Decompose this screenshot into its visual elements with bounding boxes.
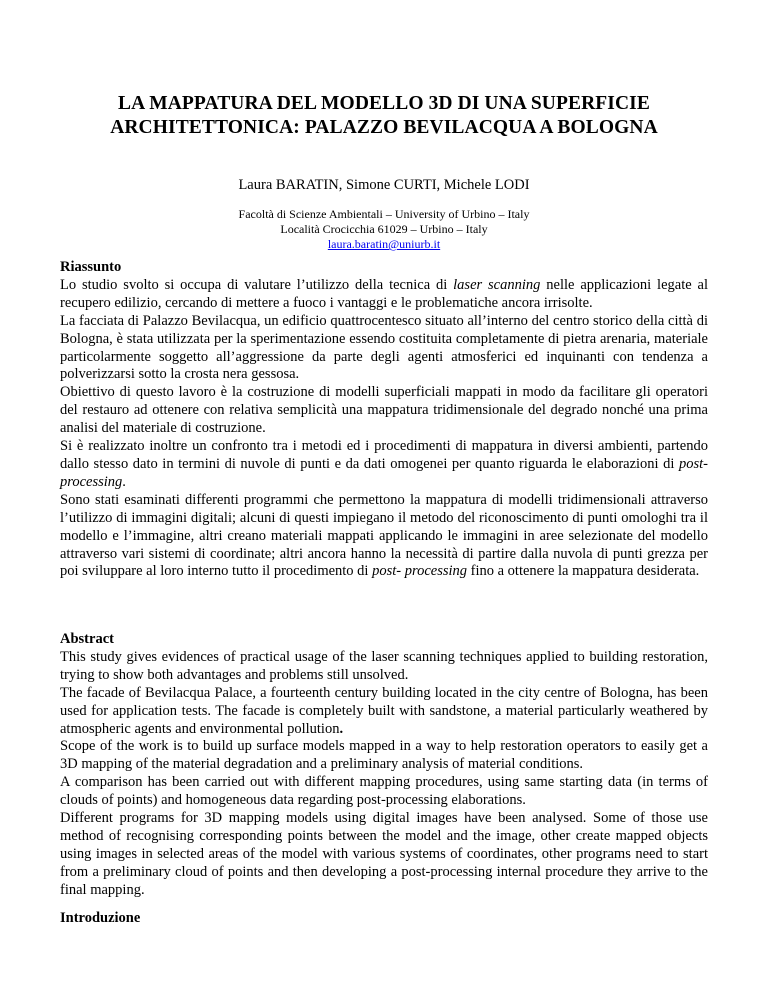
riassunto-section (60, 259, 708, 581)
affiliation-line-2: Località Crocicchia 61029 – Urbino – Italy (280, 222, 488, 236)
riassunto-paragraph-3: Obiettivo di questo lavoro è la costruzione di modelli superficiali mappati in modo da facilitare gli operatori del restauro ad ottenere con relativa semplicità una mappatura tridimensionale del degrado nonché una prima analisi del materiale di costruzione. (60, 384, 708, 437)
abstract-paragraph-1: This study gives evidences of practical usage of the laser scanning techniques applied to building restoration, trying to show both advantages and problems still unsolved. (60, 648, 708, 683)
abstract-heading: Abstract (60, 631, 114, 647)
paper-title (60, 92, 708, 140)
riassunto-paragraph-4: Si è realizzato inoltre un confronto tra i metodi ed i procedimenti di mappatura in diversi ambienti, partendo dallo stesso dato in termini di nuvole di punti e da dati omogenei per quanto riguarda le elaborazioni di post- processing. (60, 438, 708, 490)
riassunto-heading: Riassunto (60, 259, 122, 275)
title-line-1: LA MAPPATURA DEL MODELLO 3D DI UNA SUPERFICIE (118, 93, 650, 114)
abstract-paragraph-5: Different programs for 3D mapping models using digital images have been analysed. Some of those use method of recognising corresponding points between the model and the image, other create mapped objects using images in selected areas of the model with various systems of coordinates, other programs need to start from a preliminary cloud of points and then developing a post-processing internal procedure they arrive to the final mapping. (60, 810, 708, 898)
abstract-paragraph-4: A comparison has been carried out with different mapping procedures, using same starting data (in terms of clouds of points) and homogeneous data regarding post-processing elaborations. (60, 774, 708, 809)
abstract-paragraph-2: The facade of Bevilacqua Palace, a fourteenth century building located in the city centre of Bologna, has been used for application tests. The facade is completely built with sandstone, a material particularly weathered by atmospheric agents and environmental pollution. (60, 684, 708, 737)
title-line-2: ARCHITETTONICA: PALAZZO BEVILACQUA A BOLOGNA (110, 117, 658, 138)
abstract-paragraph-3: Scope of the work is to build up surface models mapped in a way to help restoration operators to easily get a 3D mapping of the material degradation and a preliminary analysis of material conditions. (60, 738, 708, 773)
riassunto-paragraph-5: Sono stati esaminati differenti programmi che permettono la mappatura di modelli tridimensionali attraverso l’utilizzo di immagini digitali; alcuni di questi impiegano il metodo del riconoscimento di punti omologhi tra il modello e l’immagine, altri creano materiali mappati applicando le immagini in aree selezionate del modello attraverso vari sistemi di coordinate; altri ancora hanno la necessità di partire dalla nuvola di punti grezza per poi sviluppare al loro interno tutto il procedimento di post- processing fino a ottenere la mappatura desiderata. (60, 491, 708, 580)
author-list: Laura BARATIN, Simone CURTI, Michele LODI (238, 177, 530, 193)
affiliation (0, 207, 768, 252)
riassunto-paragraph-1: Lo studio svolto si occupa di valutare l’utilizzo della tecnica di laser scanning nelle applicazioni legate al recupero edilizio, cercando di mettere a fuoco i vantaggi e le problematiche ancora irrisolte. (60, 276, 708, 311)
introduzione-heading: Introduzione (60, 910, 141, 926)
affiliation-line-1: Facoltà di Scienze Ambientali – University of Urbino – Italy (238, 207, 530, 221)
riassunto-paragraph-2: La facciata di Palazzo Bevilacqua, un edificio quattrocentesco situato all’interno del centro storico della città di Bologna, è stata utilizzata per la sperimentazione essendo costituita completamente di pietra arenaria, materiale particolarmente soggetto all’aggressione da parte degli agenti atmosferici ed inquinanti con tendenza a polverizzarsi sotto la crosta nera gessosa. (60, 312, 708, 383)
abstract-section (60, 631, 708, 900)
email-link[interactable]: laura.baratin@uniurb.it (327, 237, 441, 251)
introduzione-section (60, 910, 708, 928)
